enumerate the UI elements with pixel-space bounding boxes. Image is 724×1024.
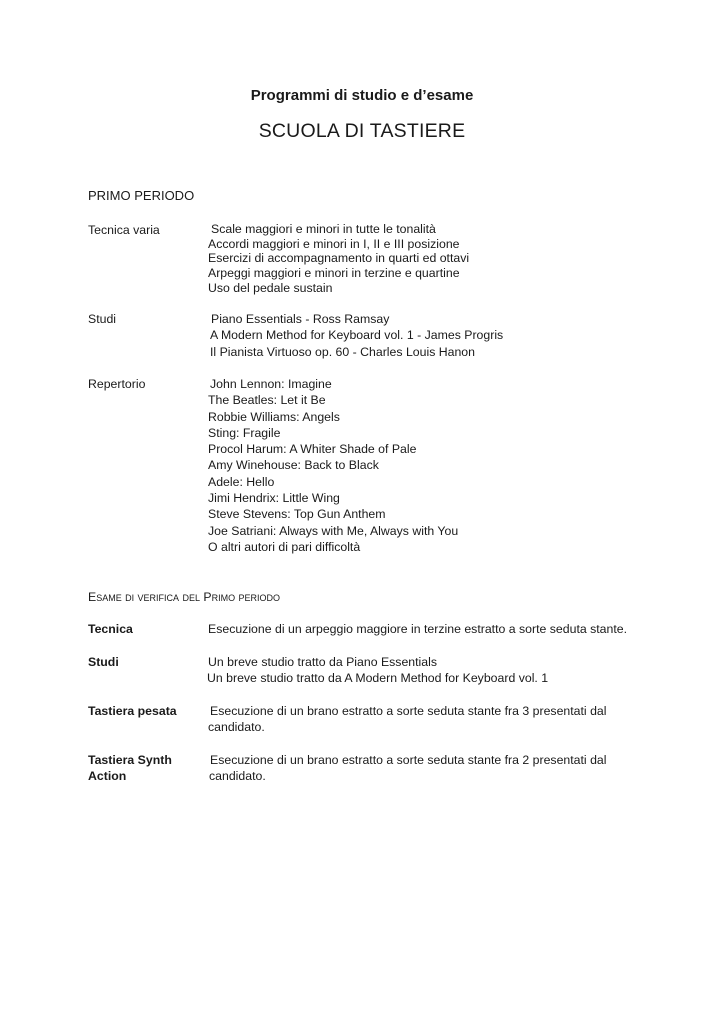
- list-item: Arpeggi maggiori e minori in terzine e quartine: [208, 266, 460, 281]
- list-item: Robbie Williams: Angels: [208, 409, 340, 424]
- list-item: Jimi Hendrix: Little Wing: [208, 491, 340, 506]
- exam-line: Esecuzione di un brano estratto a sorte seduta stante fra 3 presentati dal: [210, 704, 607, 718]
- exam-label-line: Tastiera Synth: [88, 753, 172, 767]
- exam-label: Tecnica: [88, 622, 133, 636]
- exam-label: Tastiera pesata: [88, 704, 177, 718]
- exam-line: Esecuzione di un arpeggio maggiore in terzine estratto a sorte seduta stante.: [208, 622, 628, 636]
- list-item: Procol Harum: A Whiter Shade of Pale: [208, 442, 417, 457]
- list-item: Piano Essentials - Ross Ramsay: [211, 312, 390, 326]
- list-item: Amy Winehouse: Back to Black: [208, 458, 379, 473]
- list-item: Accordi maggiori e minori in I, II e III posizione: [208, 236, 460, 251]
- list-item: John Lennon: Imagine: [210, 377, 332, 391]
- list-item: Scale maggiori e minori in tutte le tonalità: [211, 222, 436, 236]
- list-item: Adele: Hello: [208, 474, 275, 489]
- period-heading: PRIMO PERIODO: [88, 188, 195, 203]
- studi-list: [208, 311, 688, 360]
- exam-description: [208, 654, 638, 687]
- repertorio-list: [208, 376, 688, 555]
- list-item: A Modern Method for Keyboard vol. 1 - James Progris: [210, 328, 504, 343]
- exam-line: candidato.: [209, 769, 266, 784]
- studi-label: Studi: [88, 312, 117, 326]
- exam-label-line: Action: [88, 769, 127, 784]
- list-item: O altri autori di pari difficoltà: [208, 539, 361, 554]
- exam-description: [208, 703, 638, 736]
- list-item: Uso del pedale sustain: [208, 280, 333, 295]
- exam-label: Studi: [88, 655, 119, 669]
- list-item: The Beatles: Let it Be: [208, 393, 326, 408]
- list-item: Joe Satriani: Always with Me, Always with You: [208, 523, 459, 538]
- exam-line: Esecuzione di un brano estratto a sorte seduta stante fra 2 presentati dal: [210, 753, 607, 767]
- exam-line: Un breve studio tratto da Piano Essentials: [208, 655, 437, 669]
- document-subtitle: Programmi di studio e d’esame: [250, 87, 474, 104]
- list-item: Esercizi di accompagnamento in quarti ed ottavi: [208, 251, 470, 266]
- repertorio-label: Repertorio: [88, 377, 146, 391]
- exam-label: [88, 752, 203, 785]
- list-item: Sting: Fragile: [208, 425, 281, 440]
- exam-description: [208, 752, 638, 785]
- list-item: Il Pianista Virtuoso op. 60 - Charles Louis Hanon: [210, 344, 475, 359]
- exam-line: candidato.: [208, 720, 265, 735]
- tecnica-varia-list: [208, 222, 688, 296]
- document-title: SCUOLA DI TASTIERE: [258, 120, 466, 142]
- exam-description: [208, 621, 638, 637]
- exam-heading: Esame di verifica del Primo periodo: [88, 590, 281, 604]
- tecnica-varia-label: Tecnica varia: [88, 223, 160, 237]
- exam-line: Un breve studio tratto da A Modern Method for Keyboard vol. 1: [207, 671, 549, 686]
- list-item: Steve Stevens: Top Gun Anthem: [208, 507, 386, 522]
